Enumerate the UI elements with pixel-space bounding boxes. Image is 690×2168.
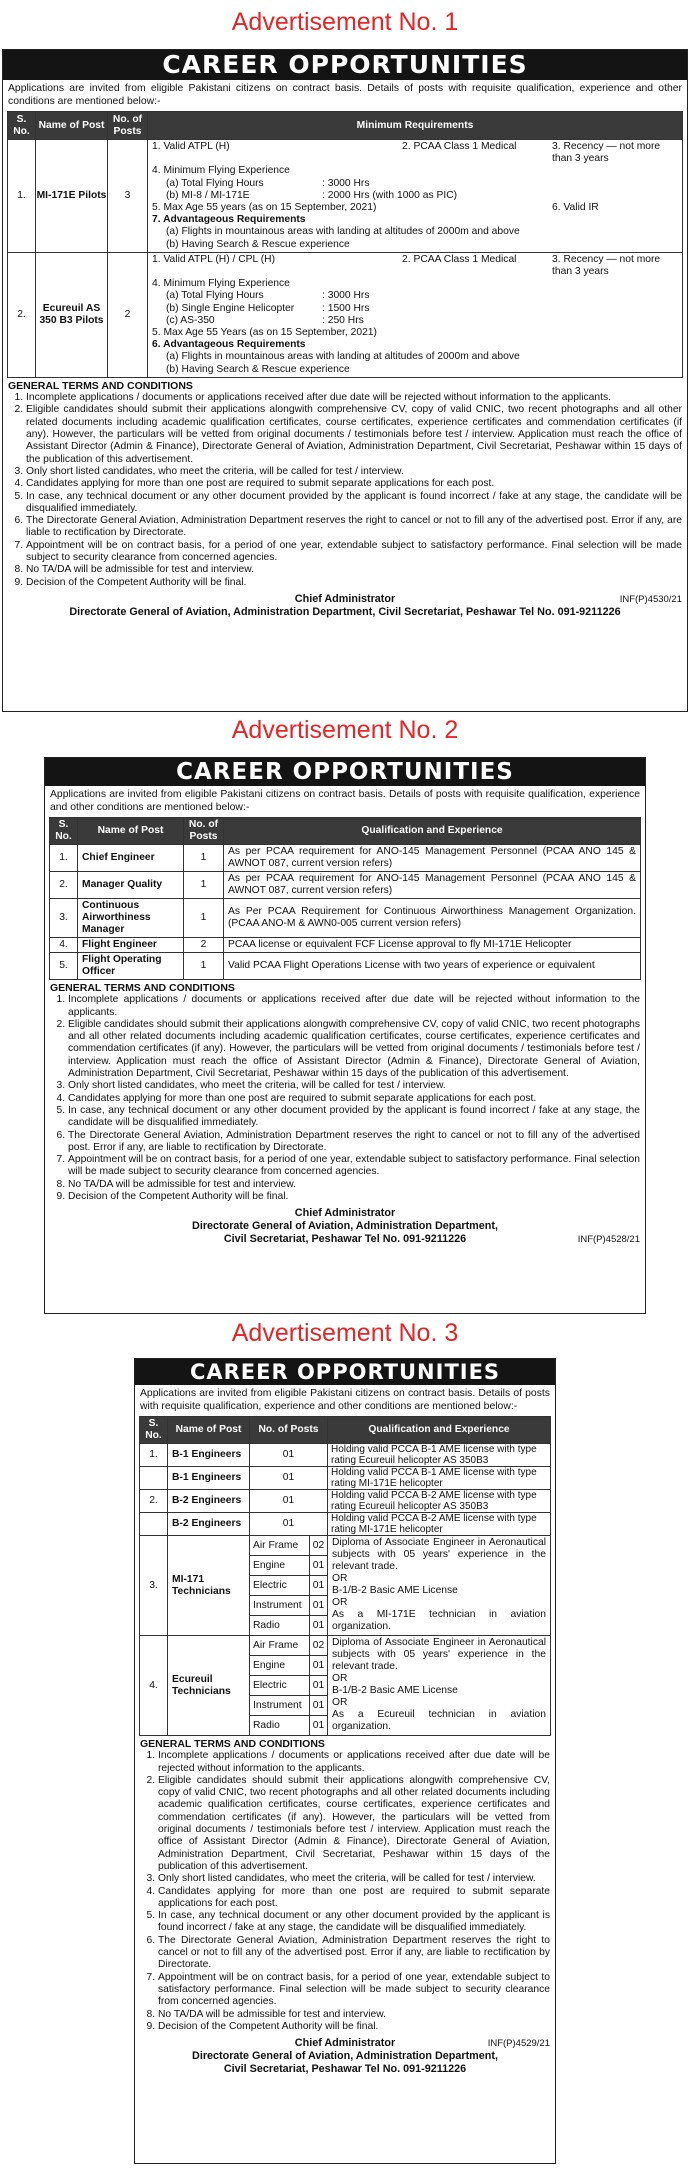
row-post: Flight Operating Officer <box>78 953 184 980</box>
qualification-line: As a Ecureuil technician in aviation organization. <box>332 1709 546 1732</box>
ad1-table <box>7 111 683 378</box>
table-row <box>50 872 641 899</box>
trade-name: Engine <box>250 1656 310 1676</box>
terms-item: 1. Incomplete applications / documents or applications received after due date will be rejected without information to the applicants. <box>26 392 682 404</box>
requirement-line <box>152 303 678 315</box>
row-count: 1 <box>184 872 224 899</box>
ad2-address-2: Civil Secretariat, Peshawar Tel No. 091-9211226 <box>223 1233 467 1246</box>
ad2-intro: Applications are invited from eligible Pakistani citizens on contract basis. Details of posts with requisite qualification, experience and other conditions are mentioned below:- <box>50 789 640 813</box>
requirement-text: : 250 Hrs <box>322 314 364 326</box>
ad2-terms-list <box>50 994 640 1203</box>
requirement-line <box>152 141 678 165</box>
row-sno: 3. <box>50 899 78 938</box>
requirement-text: 1. Valid ATPL (H) / CPL (H) <box>152 253 276 265</box>
row-qualification: As per PCAA requirement for ANO-145 Management Personnel (PCAA ANO 145 & AWNOT 087, current version refers) <box>224 872 641 899</box>
ad1-row2-req <box>148 252 683 377</box>
ad1-terms <box>3 378 687 591</box>
ad2-th-sno: S. No. <box>50 818 78 845</box>
ad1-footer <box>3 591 687 623</box>
row-qualification <box>328 1536 551 1636</box>
table-row <box>8 252 683 377</box>
ad2-footer <box>45 1205 645 1250</box>
table-row <box>140 1513 551 1536</box>
qualification-line: Diploma of Associate Engineer in Aeronautical subjects with 05 years' experience in the relevant trade. <box>332 1537 546 1572</box>
ad3-footer <box>135 2035 555 2080</box>
terms-item: 3. Only short listed candidates, who meet the criteria, will be called for test / interview. <box>158 1873 550 1885</box>
trade-count: 02 <box>310 1636 328 1656</box>
requirement-text: 5. Max Age 55 years (as on 15 September, 2021) <box>152 202 377 214</box>
trade-name: Radio <box>250 1716 310 1736</box>
requirement-text: 6. Advantageous Requirements <box>152 339 306 351</box>
requirement-text: : 1500 Hrs <box>322 302 370 314</box>
ad3-terms-title: GENERAL TERMS AND CONDITIONS <box>140 1738 325 1750</box>
ad1-row1-count: 3 <box>108 140 148 253</box>
row-post: B-2 Engineers <box>168 1513 250 1536</box>
requirement-line <box>152 315 678 327</box>
row-count: 01 <box>250 1513 328 1536</box>
trade-name: Air Frame <box>250 1636 310 1656</box>
row-post: Ecureuil Technicians <box>168 1636 250 1736</box>
row-sno: 5. <box>50 953 78 980</box>
terms-item: 7. Appointment will be on contract basis, for a period of one year, extendable subject to satisfactory performance. Final selection will be made subject to security clearance from concerned agencies. <box>68 1154 640 1179</box>
requirement-text: 3. Recency — not more than 3 years <box>552 141 661 165</box>
terms-item: 4. Candidates applying for more than one post are required to submit separate applications for each post. <box>26 478 682 490</box>
row-sno: 4. <box>50 938 78 953</box>
ad2-th-count: No. of Posts <box>184 818 224 845</box>
table-row <box>140 1490 551 1513</box>
row-qualification: PCAA license or equivalent FCF License approval to fly MI-171E Helicopter <box>224 938 641 953</box>
requirement-line <box>152 339 678 351</box>
requirement-text: 2. PCAA Class 1 Medical <box>402 253 517 265</box>
ad2-th-qual: Qualification and Experience <box>224 818 641 845</box>
requirement-line <box>152 351 678 363</box>
trade-count: 01 <box>310 1656 328 1676</box>
requirement-text: (b) MI-8 / MI-171E <box>166 189 250 201</box>
trade-count: 02 <box>310 1536 328 1556</box>
ad3-table <box>139 1416 551 1736</box>
row-qualification: Holding valid PCCA B-1 AME license with type rating Ecureuil helicopter AS 350B3 <box>328 1444 551 1467</box>
ad3-address-1: Directorate General of Aviation, Administration Department, <box>192 2050 498 2063</box>
requirement-line <box>152 190 678 202</box>
trade-count: 01 <box>310 1576 328 1596</box>
ad1-row1-req <box>148 140 683 253</box>
row-sno: 2. <box>50 872 78 899</box>
ad3-th-count: No. of Posts <box>250 1417 328 1444</box>
trade-name: Radio <box>250 1616 310 1636</box>
requirement-line <box>152 165 678 177</box>
requirement-line <box>152 327 678 339</box>
ad1-box <box>2 49 688 712</box>
terms-item: 9. Decision of the Competent Authority will be final. <box>26 577 682 589</box>
requirement-line <box>152 254 678 278</box>
qualification-line: Diploma of Associate Engineer in Aeronautical subjects with 05 years' experience in the relevant trade. <box>332 1637 546 1672</box>
terms-item: 2. Eligible candidates should submit their applications alongwith comprehensive CV, copy of valid CNIC, two recent photographs and all other related documents including academic qualification certificates, course certificates, experience certificates and commendation certificates (if any). However, the particulars will be vetted from original documents / testimonials before test / interview. Application must reach the office of Assistant Director (Admin & Finance), Directorate General of Aviation, Administration Department, Civil Secretariat, Peshawar within 15 days of the publication of this advertisement. <box>68 1019 640 1080</box>
row-qualification <box>328 1636 551 1736</box>
ad1-row2-count: 2 <box>108 252 148 377</box>
requirement-text: : 3000 Hrs <box>322 290 370 302</box>
terms-item: 1. Incomplete applications / documents or applications received after due date will be rejected without information to the applicants. <box>68 994 640 1019</box>
requirement-line <box>152 214 678 226</box>
requirement-line <box>152 226 678 238</box>
ad1-heading: Advertisement No. 1 <box>231 8 459 36</box>
terms-item: 4. Candidates applying for more than one post are required to submit separate applications for each post. <box>158 1886 550 1911</box>
ad3-heading: Advertisement No. 3 <box>231 1319 459 1347</box>
terms-item: 3. Only short listed candidates, who meet the criteria, will be called for test / interview. <box>68 1080 640 1092</box>
trade-count: 01 <box>310 1616 328 1636</box>
requirement-text: 7. Advantageous Requirements <box>152 214 306 226</box>
requirement-text: : 2000 Hrs (with 1000 as PIC) <box>322 189 458 201</box>
ad3-terms <box>135 1736 555 2035</box>
row-qualification: Holding valid PCCA B-2 AME license with type rating MI-171E helicopter <box>328 1513 551 1536</box>
ad2-heading: Advertisement No. 2 <box>231 716 459 744</box>
trade-count: 01 <box>310 1676 328 1696</box>
terms-item: 5. In case, any technical document or any other document provided by the applicant is found incorrect / fake at any stage, the candidate will be disqualified immediately. <box>68 1105 640 1130</box>
requirement-text: 5. Max Age 55 Years (as on 15 September, 2021) <box>152 327 377 339</box>
requirement-text: 2. PCAA Class 1 Medical <box>402 141 517 152</box>
terms-item: 8. No TA/DA will be admissible for test and interview. <box>68 1179 640 1191</box>
row-sno: 1. <box>140 1444 168 1467</box>
table-row <box>140 1444 551 1467</box>
requirement-text <box>402 202 552 214</box>
ad2-box <box>44 757 646 1314</box>
terms-item: 7. Appointment will be on contract basis, for a period of one year, extendable subject to satisfactory performance. Final selection will be made subject to security clearance from concerned agencies. <box>26 540 682 565</box>
qualification-line: OR <box>332 1597 348 1608</box>
table-row <box>50 899 641 938</box>
ad1-th-count: No. of Posts <box>108 112 148 140</box>
trade-name: Air Frame <box>250 1536 310 1556</box>
row-count: 1 <box>184 845 224 872</box>
row-sno: 4. <box>140 1636 168 1736</box>
row-sno: 1. <box>50 845 78 872</box>
row-post: Chief Engineer <box>78 845 184 872</box>
ad2-th-post: Name of Post <box>78 818 184 845</box>
row-post: Continuous Airworthiness Manager <box>78 899 184 938</box>
ad1-th-sno: S. No. <box>8 112 36 140</box>
terms-item: 9. Decision of the Competent Authority will be final. <box>68 1191 640 1203</box>
requirement-text: (b) Single Engine Helicopter <box>166 302 295 314</box>
terms-item: 2. Eligible candidates should submit their applications alongwith comprehensive CV, copy of valid CNIC, two recent photographs and all other related documents including academic qualification certificates, course certificates, experience certificates and commendation certificates (if any). However, the particulars will be vetted from original documents / testimonials before test / interview. Application must reach the office of Assistant Director (Admin & Finance), Directorate General of Aviation, Administration Department, Civil Secretariat, Peshawar within 15 days of the publication of this advertisement. <box>26 404 682 465</box>
terms-item: 2. Eligible candidates should submit their applications alongwith comprehensive CV, copy of valid CNIC, two recent photographs and all other related documents including academic qualification certificates, course certificates, experience certificates and commendation certificates (if any). However, the particulars will be vetted from original documents / testimonials before test / interview. Application must reach the office of Assistant Director (Admin & Finance), Directorate General of Aviation, Administration Department, Civil Secretariat, Peshawar within 15 days of the publication of this advertisement. <box>158 1775 550 1873</box>
ad3-signatory: Chief Administrator <box>294 2037 396 2050</box>
ad1-th-req: Minimum Requirements <box>148 112 683 140</box>
row-post: B-1 Engineers <box>168 1467 250 1490</box>
requirement-line <box>152 364 678 376</box>
ad2-signatory: Chief Administrator <box>294 1207 396 1220</box>
row-count: 1 <box>184 953 224 980</box>
trade-name: Engine <box>250 1556 310 1576</box>
qualification-line: As a MI-171E technician in aviation organization. <box>332 1609 546 1632</box>
qualification-line: OR <box>332 1673 348 1684</box>
row-post: Flight Engineer <box>78 938 184 953</box>
qualification-line: B-1/B-2 Basic AME License <box>332 1585 458 1596</box>
requirement-text: (a) Total Flying Hours <box>166 177 264 189</box>
ad1-row2-sno: 2. <box>8 252 36 377</box>
ad1-signatory: Chief Administrator <box>294 592 396 605</box>
requirement-text: (a) Flights in mountainous areas with landing at altitudes of 2000m and above <box>166 351 520 363</box>
ad3-terms-list <box>140 1750 550 2033</box>
ad3-box <box>134 1358 556 2164</box>
row-count: 01 <box>250 1444 328 1467</box>
ad1-row1-sno: 1. <box>8 140 36 253</box>
terms-item: 5. In case, any technical document or any other document provided by the applicant is found incorrect / fake at any stage, the candidate will be disqualified immediately. <box>158 1910 550 1935</box>
qualification-line: B-1/B-2 Basic AME License <box>332 1685 458 1696</box>
ad2-ref: INF(P)4528/21 <box>577 1234 640 1246</box>
table-row <box>8 140 683 253</box>
row-sno <box>140 1467 168 1490</box>
ad1-terms-title: GENERAL TERMS AND CONDITIONS <box>8 379 193 392</box>
requirement-line <box>152 290 678 302</box>
table-row <box>50 953 641 980</box>
ad1-intro: Applications are invited from eligible Pakistani citizens on contract basis. Details of posts with requisite qualification, experience and other conditions are mentioned below:- <box>8 83 682 107</box>
qualification-line: OR <box>332 1697 348 1708</box>
requirement-text: 1. Valid ATPL (H) <box>152 141 230 152</box>
trade-count: 01 <box>310 1716 328 1736</box>
trade-name: Instrument <box>250 1696 310 1716</box>
table-row <box>140 1636 551 1656</box>
row-post: MI-171 Technicians <box>168 1536 250 1636</box>
requirement-text: (b) Having Search & Rescue experience <box>166 363 350 375</box>
row-sno <box>140 1513 168 1536</box>
ad3-th-qual: Qualification and Experience <box>328 1417 551 1444</box>
terms-item: 1. Incomplete applications / documents or applications received after due date will be rejected without information to the applicants. <box>158 1750 550 1775</box>
terms-item: 6. The Directorate General Aviation, Administration Department reserves the right to cancel or not to fill any of the advertised post. Error if any, are liable to rectification by Directorate. <box>26 515 682 540</box>
row-qualification: Holding valid PCCA B-2 AME license with type rating Ecureuil helicopter AS 350B3 <box>328 1490 551 1513</box>
trade-name: Electric <box>250 1576 310 1596</box>
ad3-address-2: Civil Secretariat, Peshawar Tel No. 091-9211226 <box>223 2063 467 2076</box>
requirement-text: (a) Flights in mountainous areas with landing at altitudes of 2000m and above <box>166 226 520 238</box>
requirement-text: 4. Minimum Flying Experience <box>152 278 290 290</box>
row-sno: 2. <box>140 1490 168 1513</box>
trade-count: 01 <box>310 1696 328 1716</box>
terms-item: 8. No TA/DA will be admissible for test and interview. <box>158 2009 550 2021</box>
ad1-th-post: Name of Post <box>36 112 108 140</box>
terms-item: 9. Decision of the Competent Authority will be final. <box>158 2021 550 2033</box>
row-sno: 3. <box>140 1536 168 1636</box>
ad3-banner: CAREER OPPORTUNITIES <box>135 1359 555 1385</box>
ad2-banner: CAREER OPPORTUNITIES <box>45 758 645 786</box>
ad1-row1-post: MI-171E Pilots <box>36 140 108 253</box>
row-post: B-1 Engineers <box>168 1444 250 1467</box>
row-post: Manager Quality <box>78 872 184 899</box>
trade-count: 01 <box>310 1556 328 1576</box>
ad2-terms <box>45 980 645 1205</box>
requirement-line <box>152 239 678 251</box>
requirement-line <box>152 178 678 190</box>
terms-item: 4. Candidates applying for more than one post are required to submit separate applications for each post. <box>68 1093 640 1105</box>
ad3-header-row <box>140 1417 551 1444</box>
trade-name: Instrument <box>250 1596 310 1616</box>
row-qualification: Holding valid PCCA B-1 AME license with type rating MI-171E helicopter <box>328 1467 551 1490</box>
ad2-header-row <box>50 818 641 845</box>
requirement-text: (c) AS-350 <box>166 314 215 326</box>
ad3-intro: Applications are invited from eligible Pakistani citizens on contract basis. Details of posts with requisite qualification, experience and other conditions are mentioned below:- <box>140 1388 550 1412</box>
qualification-line: OR <box>332 1573 348 1584</box>
row-qualification: As Per PCAA Requirement for Continuous Airworthiness Management Organization. (PCAA ANO-M & AWN0-005 current version refers) <box>224 899 641 938</box>
ad3-th-post: Name of Post <box>168 1417 250 1444</box>
ad3-th-sno: S. No. <box>140 1417 168 1444</box>
ad2-address-1: Directorate General of Aviation, Administration Department, <box>192 1220 498 1233</box>
table-row <box>50 938 641 953</box>
ad2-table <box>49 817 641 980</box>
requirement-text: (a) Total Flying Hours <box>166 290 264 302</box>
terms-item: 8. No TA/DA will be admissible for test and interview. <box>26 564 682 576</box>
row-qualification: Valid PCAA Flight Operations License with two years of experience or equivalent <box>224 953 641 980</box>
row-count: 2 <box>184 938 224 953</box>
row-post: B-2 Engineers <box>168 1490 250 1513</box>
ad2-terms-title: GENERAL TERMS AND CONDITIONS <box>50 982 235 994</box>
ad1-header-row <box>8 112 683 140</box>
terms-item: 7. Appointment will be on contract basis, for a period of one year, extendable subject to satisfactory performance. Final selection will be made subject to security clearance from concerned agencies. <box>158 1972 550 2009</box>
requirement-text: : 3000 Hrs <box>322 177 370 189</box>
requirement-line <box>152 202 678 214</box>
terms-item: 6. The Directorate General Aviation, Administration Department reserves the right to cancel or not to fill any of the advertised post. Error if any, are liable to rectification by Directorate. <box>158 1935 550 1972</box>
requirement-line <box>152 278 678 290</box>
requirement-text: 6. Valid IR <box>552 202 599 214</box>
ad1-terms-list <box>8 392 682 589</box>
ad1-banner: CAREER OPPORTUNITIES <box>3 50 687 80</box>
row-count: 01 <box>250 1490 328 1513</box>
ad3-ref: INF(P)4529/21 <box>487 2038 550 2050</box>
terms-item: 6. The Directorate General Aviation, Administration Department reserves the right to cancel or not to fill any of the advertised post. Error if any, are liable to rectification by Directorate. <box>68 1130 640 1155</box>
row-count: 1 <box>184 899 224 938</box>
trade-count: 01 <box>310 1596 328 1616</box>
ad1-row2-post: Ecureuil AS 350 B3 Pilots <box>36 252 108 377</box>
terms-item: 5. In case, any technical document or any other document provided by the applicant is found incorrect / fake at any stage, the candidate will be disqualified immediately. <box>26 491 682 516</box>
table-row <box>140 1536 551 1556</box>
table-row <box>140 1467 551 1490</box>
row-qualification: As per PCAA requirement for ANO-145 Management Personnel (PCAA ANO 145 & AWNOT 087, current version refers) <box>224 845 641 872</box>
requirement-text: 3. Recency — not more than 3 years <box>552 253 661 278</box>
row-count: 01 <box>250 1467 328 1490</box>
terms-item: 3. Only short listed candidates, who meet the criteria, will be called for test / interview. <box>26 466 682 478</box>
table-row <box>50 845 641 872</box>
trade-name: Electric <box>250 1676 310 1696</box>
requirement-text: 4. Minimum Flying Experience <box>152 165 290 177</box>
requirement-text: (b) Having Search & Rescue experience <box>166 238 350 250</box>
ad1-ref: INF(P)4530/21 <box>619 593 682 605</box>
ad1-address: Directorate General of Aviation, Administration Department, Civil Secretariat, Peshawar Tel No. 091-9211226 <box>69 605 621 618</box>
